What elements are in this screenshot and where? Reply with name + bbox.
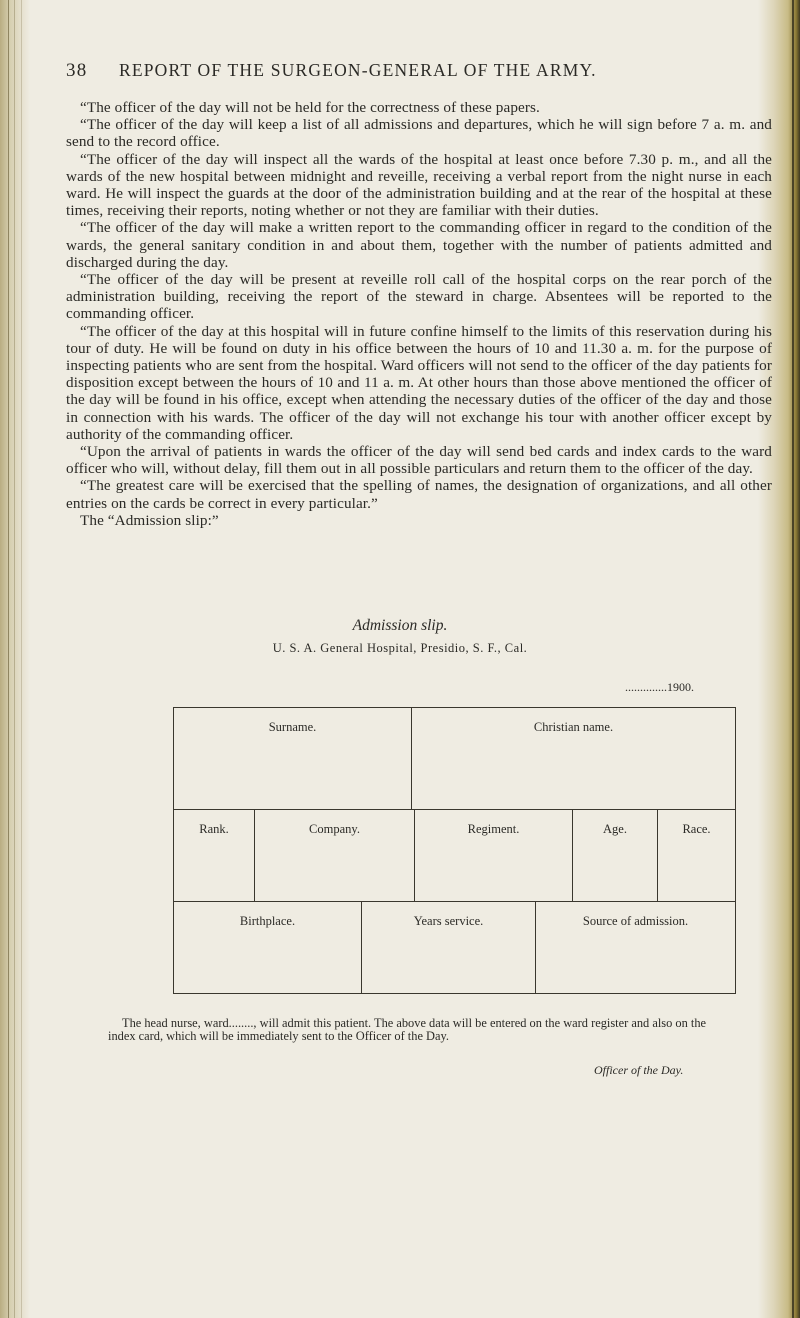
- paragraph: “The officer of the day will keep a list of all admissions and departures, which he will sign before 7 a. m. and send to the record office.: [66, 116, 772, 151]
- slip-row-origin: [173, 902, 736, 994]
- years-service-cell: Years service.: [362, 902, 536, 994]
- paragraph: “The officer of the day will be present at reveille roll call of the hospital corps on the rear porch of the administration building, receiving the report of the steward in charge. Absentees will be reported to the commanding officer.: [66, 271, 772, 323]
- page-number: 38: [66, 60, 88, 81]
- intro-line: The “Admission slip:”: [80, 511, 219, 529]
- running-title: REPORT OF THE SURGEON-GENERAL OF THE ARMY.: [118, 60, 597, 80]
- source-of-admission-cell: Source of admission.: [536, 902, 736, 994]
- paragraph: “The officer of the day at this hospital will in future confine himself to the limits of this reservation during his tour of duty. He will be found on duty in his office between the hours of 10 and 11.30 a. m. for the purpose of inspecting patients who are sent from the hospital. Ward officers will not send to the officer of the day patients for disposition except between the hours of 10 and 11 a. m. At other hours than those above mentioned the officer of the day will be found in his office, except when attending the necessary duties of the officer of the day and those in connection with his wards. The officer of the day will not exchange his tour with another officer except by authority of the commanding officer.: [66, 322, 772, 443]
- birthplace-cell: Birthplace.: [174, 902, 362, 994]
- regiment-cell: Regiment.: [415, 810, 573, 902]
- age-cell: Age.: [573, 810, 658, 902]
- paragraph: “Upon the arrival of patients in wards the officer of the day will send bed cards and index cards to the ward officer who will, without delay, fill them out in all possible particulars and return them to the officer of the day.: [66, 443, 772, 478]
- christian-name-cell: Christian name.: [412, 708, 736, 810]
- slip-title: Admission slip.: [352, 617, 448, 634]
- slip-date-line: ..............1900.: [625, 680, 694, 694]
- paragraph: “The officer of the day will inspect all the wards of the hospital at least once before 7.30 p. m., and all the wards of the new hospital between midnight and reveille, receiving a verbal report from the night nurse in each ward. He will inspect the guards at the door of the administration building and at the rear of the hospital at these times, receiving their reports, noting whether or not they are familiar with their duties.: [66, 150, 772, 220]
- paragraph: “The officer of the day will make a written report to the commanding officer in regard to the condition of the wards, the general sanitary condition in and about them, together with the number of patients admitted and discharged during the day.: [66, 219, 772, 271]
- paragraph: “The greatest care will be exercised that the spelling of names, the designation of organizations, and all other entries on the cards be correct in every particular.”: [66, 477, 772, 512]
- paragraph: “The officer of the day will not be held for the correctness of these papers.: [80, 99, 540, 116]
- slip-hospital: U. S. A. General Hospital, Presidio, S. F., Cal.: [272, 641, 528, 655]
- running-head: [66, 60, 766, 82]
- slip-row-names: [173, 707, 736, 810]
- body-text: [66, 99, 772, 529]
- company-cell: Company.: [255, 810, 415, 902]
- slip-row-details: [173, 810, 736, 902]
- slip-note: The head nurse, ward........, will admit this patient. The above data will be entered on the ward register and also on the index card, which will be immediately sent to the Officer of the Day.: [108, 1016, 707, 1043]
- rank-cell: Rank.: [174, 810, 255, 902]
- signature-line: Officer of the Day.: [594, 1063, 684, 1077]
- surname-cell: Surname.: [174, 708, 412, 810]
- binding-gutter-left: [0, 0, 30, 1318]
- race-cell: Race.: [658, 810, 736, 902]
